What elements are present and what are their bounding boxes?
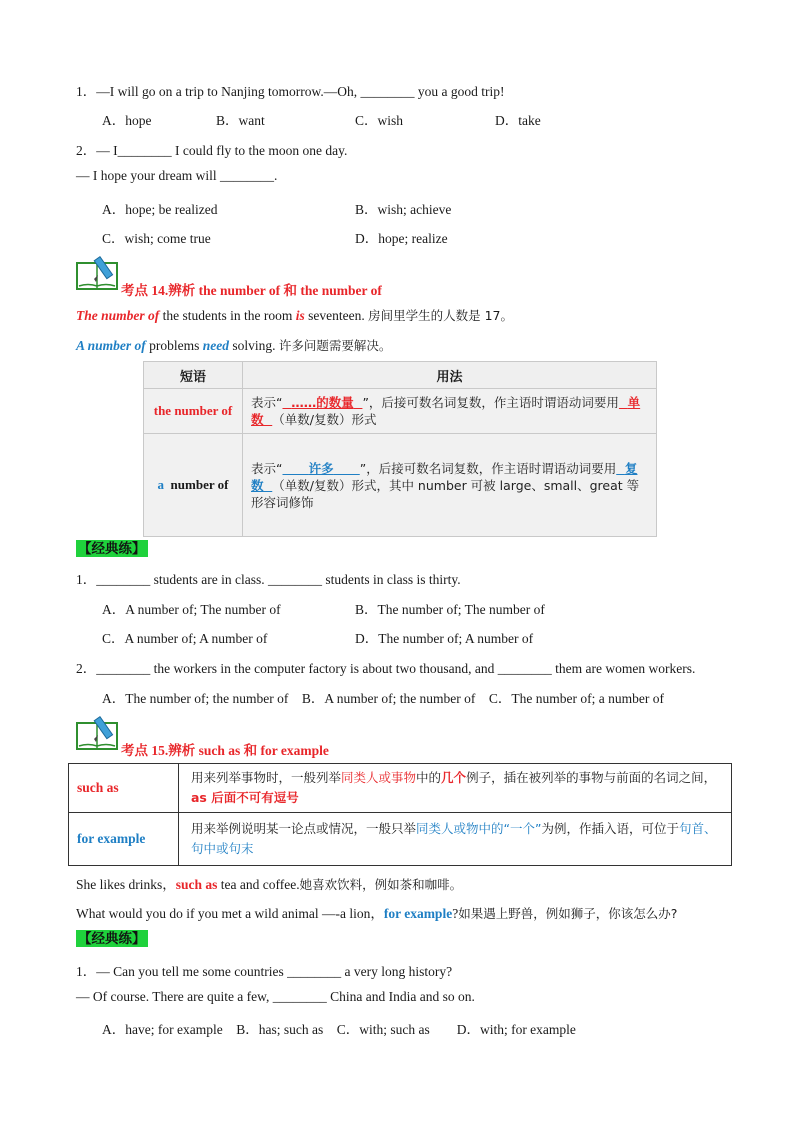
p14-q2-options: A．The number of; the number of B．A number of; the number of C．The number of; a number of [102, 691, 664, 706]
ex1-verb: is [295, 308, 305, 323]
question-2-stem: 2．— I________ I could fly to the moon one day. [76, 143, 348, 158]
q2-option-a: A．hope; be realized [102, 202, 218, 217]
section-15-example-2: What would you do if you met a wild animal —-a lion，for example?如果遇上野兽，例如狮子，你该怎么办? [76, 906, 678, 921]
ex-such-as: such as [175, 877, 218, 892]
row-a-number-of-phrase: a number of [144, 434, 243, 537]
row-such-as-usage: 用来列举事物时，一般列举同类人或事物中的几个例子，插在被列举的事物与前面的名词之间，as 后面不可有逗号 [179, 764, 732, 813]
p15-q1-options: A．have; for example B．has; such as C．with; such as D．with; for example [102, 1022, 576, 1037]
practice-14-q2: 2．________ the workers in the computer factory is about two thousand, and ________ them are women workers. [76, 661, 696, 676]
blank-answer: 许多 [308, 460, 334, 476]
p14-q1-option-c: C．A number of; A number of [102, 631, 268, 646]
practice-tag: 【经典练】 [78, 931, 146, 946]
practice-15-q1: 1．— Can you tell me some countries ________ a very long history? [76, 964, 453, 979]
ex1-highlight-phrase: The number of [76, 308, 160, 323]
q2-option-b: B．wish; achieve [355, 202, 452, 217]
q1-option-d: D．take [495, 113, 541, 128]
blank-answer: 单数 [251, 395, 641, 427]
ex1-translation: 房间里学生的人数是 17。 [368, 308, 514, 323]
ex1-text: the students in the room [159, 308, 296, 323]
q1-option-b: B．want [216, 113, 265, 128]
q2-option-c: C．wish; come true [102, 231, 211, 246]
section-14-title: 考点 14.辨析 the number of 和 the number of [121, 283, 382, 298]
ex1-text-2: seventeen. [304, 308, 369, 323]
blank-answer: 复数 [251, 460, 638, 493]
row-a-number-of-usage: 表示“ 许多 ”，后接可数名词复数，作主语时谓语动词要用 复数 （单数/复数）形式，其中 number 可被 large、small、great 等形容词修饰 [243, 434, 657, 537]
q1-option-a: A．hope [102, 113, 152, 128]
row-for-example-usage: 用来举例说明某一论点或情况，一般只举同类人或物中的“一个”为例，作插入语，可位于句首、句中或句末 [179, 813, 732, 866]
book-pencil-icon [76, 255, 120, 291]
ex2-verb: need [202, 338, 230, 353]
such-as-table [68, 763, 732, 866]
ex-for-example: for example [383, 906, 453, 921]
p14-q1-option-d: D．The number of; A number of [355, 631, 534, 646]
section-14-example-2 [76, 336, 391, 354]
ex2-text-2: solving. [229, 338, 279, 353]
question-1-stem: 1．—I will go on a trip to Nanjing tomorrow.—Oh, ________ you a good trip! [76, 84, 505, 99]
q1-option-c: C．wish [355, 113, 404, 128]
p14-q1-option-a: A．A number of; The number of [102, 602, 281, 617]
row-for-example-phrase: for example [69, 813, 179, 866]
number-of-table [143, 361, 657, 537]
ex2-translation: 许多问题需要解决。 [278, 338, 392, 353]
blank-answer: ……的数量 [291, 395, 354, 410]
section-14-example-1 [76, 306, 513, 324]
practice-15-q1-line2: — Of course. There are quite a few, ________ China and India and so on. [76, 989, 475, 1004]
section-15-title: 考点 15.辨析 such as 和 for example [121, 743, 329, 758]
section-15-example-1: She likes drinks，such as tea and coffee.她喜欢饮料，例如茶和咖啡。 [76, 877, 463, 892]
ex2-text: problems [145, 338, 203, 353]
row-the-number-of-phrase: the number of [144, 389, 243, 434]
ex2-highlight-phrase: A number of [76, 338, 146, 353]
book-pencil-icon [76, 715, 120, 751]
practice-tag: 【经典练】 [78, 541, 146, 556]
row-the-number-of-usage: 表示“ ……的数量 ”，后接可数名词复数，作主语时谓语动词要用 单数 （单数/复数）形式 [243, 389, 657, 434]
p14-q1-option-b: B．The number of; The number of [355, 602, 545, 617]
question-2-stem-2: — I hope your dream will ________. [76, 168, 278, 183]
q2-option-d: D．hope; realize [355, 231, 448, 246]
table-header-phrase: 短语 [144, 362, 243, 389]
table-header-usage: 用法 [243, 362, 657, 389]
practice-14-q1: 1．________ students are in class. ________ students in class is thirty. [76, 572, 461, 587]
row-such-as-phrase: such as [69, 764, 179, 813]
